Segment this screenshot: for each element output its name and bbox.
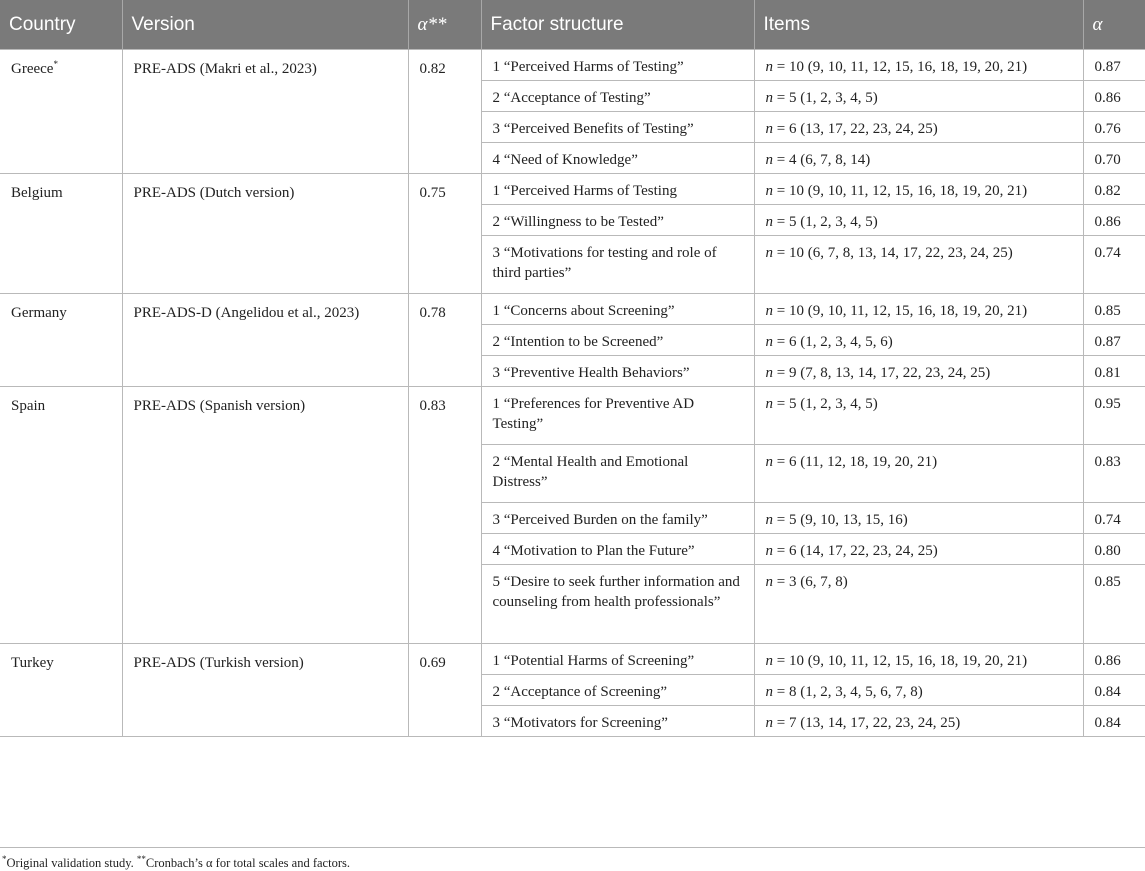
- version-cell: PRE-ADS (Dutch version): [122, 174, 408, 294]
- items-cell: [754, 143, 1083, 174]
- footnote-text-1: Original validation study.: [6, 856, 137, 870]
- items-list: = 5 (1, 2, 3, 4, 5): [773, 214, 878, 230]
- table-row: [0, 387, 1145, 445]
- alpha-total-cell: 0.75: [408, 174, 481, 294]
- items-cell: [754, 644, 1083, 675]
- country-cell: Turkey: [0, 644, 122, 737]
- country-cell: Spain: [0, 387, 122, 644]
- footnote-mark-1: *: [2, 853, 7, 864]
- n-symbol: n: [765, 512, 773, 528]
- n-symbol: n: [765, 90, 773, 106]
- factor-cell: 1 “Potential Harms of Screening”: [481, 644, 754, 675]
- items-list: = 10 (9, 10, 11, 12, 15, 16, 18, 19, 20, 21): [773, 183, 1028, 199]
- country-cell: Germany: [0, 294, 122, 387]
- factor-cell: 2 “Intention to be Screened”: [481, 325, 754, 356]
- alpha-cell: 0.85: [1083, 565, 1145, 644]
- country-cell: [0, 50, 122, 174]
- items-list: = 9 (7, 8, 13, 14, 17, 22, 23, 24, 25): [773, 365, 991, 381]
- version-cell: PRE-ADS-D (Angelidou et al., 2023): [122, 294, 408, 387]
- factor-cell: 2 “Mental Health and Emotional Distress”: [481, 445, 754, 503]
- items-list: = 5 (1, 2, 3, 4, 5): [773, 396, 878, 412]
- items-cell: [754, 81, 1083, 112]
- table-row: [0, 644, 1145, 675]
- header-alpha: [1083, 0, 1145, 50]
- items-list: = 10 (9, 10, 11, 12, 15, 16, 18, 19, 20, 21): [773, 303, 1028, 319]
- n-symbol: n: [765, 715, 773, 731]
- alpha-cell: 0.81: [1083, 356, 1145, 387]
- items-cell: [754, 675, 1083, 706]
- header-alpha-label: α: [1092, 13, 1103, 35]
- n-symbol: n: [765, 684, 773, 700]
- n-symbol: n: [765, 574, 773, 590]
- items-cell: [754, 565, 1083, 644]
- n-symbol: n: [765, 303, 773, 319]
- n-symbol: n: [765, 59, 773, 75]
- alpha-cell: 0.95: [1083, 387, 1145, 445]
- factor-cell: 2 “Willingness to be Tested”: [481, 205, 754, 236]
- alpha-total-cell: 0.78: [408, 294, 481, 387]
- items-cell: [754, 387, 1083, 445]
- alpha-cell: 0.86: [1083, 644, 1145, 675]
- items-cell: [754, 205, 1083, 236]
- country-name: Greece: [11, 61, 54, 77]
- items-list: = 10 (9, 10, 11, 12, 15, 16, 18, 19, 20, 21): [773, 59, 1028, 75]
- alpha-cell: 0.74: [1083, 236, 1145, 294]
- table-row: [0, 294, 1145, 325]
- factor-cell: 1 “Perceived Harms of Testing: [481, 174, 754, 205]
- footnote-mark-2: **: [136, 853, 146, 864]
- n-symbol: n: [765, 543, 773, 559]
- header-version: Version: [122, 0, 408, 50]
- header-alpha-total: [408, 0, 481, 50]
- alpha-cell: 0.76: [1083, 112, 1145, 143]
- items-cell: [754, 174, 1083, 205]
- items-cell: [754, 112, 1083, 143]
- items-list: = 5 (1, 2, 3, 4, 5): [773, 90, 878, 106]
- items-list: = 6 (11, 12, 18, 19, 20, 21): [773, 454, 938, 470]
- n-symbol: n: [765, 365, 773, 381]
- factor-cell: 3 “Motivations for testing and role of third parties”: [481, 236, 754, 294]
- header-row: [0, 0, 1145, 50]
- table-row: [0, 50, 1145, 81]
- factor-cell: 5 “Desire to seek further information and counseling from health professionals”: [481, 565, 754, 644]
- alpha-cell: 0.87: [1083, 50, 1145, 81]
- original-study-mark: *: [53, 59, 58, 69]
- header-alpha-total-label: α**: [417, 13, 447, 35]
- alpha-total-cell: 0.69: [408, 644, 481, 737]
- alpha-total-cell: 0.83: [408, 387, 481, 644]
- n-symbol: n: [765, 245, 773, 261]
- n-symbol: n: [765, 334, 773, 350]
- alpha-cell: 0.86: [1083, 205, 1145, 236]
- alpha-cell: 0.84: [1083, 675, 1145, 706]
- factor-cell: 1 “Perceived Harms of Testing”: [481, 50, 754, 81]
- header-items: Items: [754, 0, 1083, 50]
- alpha-cell: 0.85: [1083, 294, 1145, 325]
- items-list: = 10 (9, 10, 11, 12, 15, 16, 18, 19, 20, 21): [773, 653, 1028, 669]
- factor-cell: 3 “Motivators for Screening”: [481, 706, 754, 737]
- factor-cell: 3 “Preventive Health Behaviors”: [481, 356, 754, 387]
- alpha-cell: 0.86: [1083, 81, 1145, 112]
- n-symbol: n: [765, 653, 773, 669]
- table-row: [0, 174, 1145, 205]
- factor-cell: 2 “Acceptance of Screening”: [481, 675, 754, 706]
- items-list: = 10 (6, 7, 8, 13, 14, 17, 22, 23, 24, 25): [773, 245, 1013, 261]
- items-list: = 6 (14, 17, 22, 23, 24, 25): [773, 543, 938, 559]
- factor-cell: 4 “Motivation to Plan the Future”: [481, 534, 754, 565]
- items-cell: [754, 445, 1083, 503]
- alpha-cell: 0.74: [1083, 503, 1145, 534]
- factor-cell: 1 “Preferences for Preventive AD Testing”: [481, 387, 754, 445]
- factor-cell: 1 “Concerns about Screening”: [481, 294, 754, 325]
- n-symbol: n: [765, 152, 773, 168]
- alpha-cell: 0.84: [1083, 706, 1145, 737]
- factor-cell: 3 “Perceived Burden on the family”: [481, 503, 754, 534]
- items-list: = 5 (9, 10, 13, 15, 16): [773, 512, 908, 528]
- items-cell: [754, 294, 1083, 325]
- n-symbol: n: [765, 214, 773, 230]
- items-cell: [754, 356, 1083, 387]
- version-cell: PRE-ADS (Spanish version): [122, 387, 408, 644]
- n-symbol: n: [765, 183, 773, 199]
- version-cell: PRE-ADS (Makri et al., 2023): [122, 50, 408, 174]
- header-factor-structure: Factor structure: [481, 0, 754, 50]
- items-list: = 6 (13, 17, 22, 23, 24, 25): [773, 121, 938, 137]
- items-cell: [754, 50, 1083, 81]
- n-symbol: n: [765, 396, 773, 412]
- alpha-total-cell: 0.82: [408, 50, 481, 174]
- factor-cell: 2 “Acceptance of Testing”: [481, 81, 754, 112]
- alpha-cell: 0.82: [1083, 174, 1145, 205]
- items-cell: [754, 534, 1083, 565]
- alpha-cell: 0.80: [1083, 534, 1145, 565]
- items-cell: [754, 706, 1083, 737]
- version-cell: PRE-ADS (Turkish version): [122, 644, 408, 737]
- items-list: = 8 (1, 2, 3, 4, 5, 6, 7, 8): [773, 684, 923, 700]
- items-list: = 7 (13, 14, 17, 22, 23, 24, 25): [773, 715, 961, 731]
- factor-cell: 3 “Perceived Benefits of Testing”: [481, 112, 754, 143]
- items-list: = 6 (1, 2, 3, 4, 5, 6): [773, 334, 893, 350]
- alpha-cell: 0.70: [1083, 143, 1145, 174]
- footnote-text-2: Cronbach’s α for total scales and factors.: [145, 856, 350, 870]
- items-list: = 3 (6, 7, 8): [773, 574, 848, 590]
- alpha-cell: 0.83: [1083, 445, 1145, 503]
- n-symbol: n: [765, 454, 773, 470]
- items-list: = 4 (6, 7, 8, 14): [773, 152, 871, 168]
- country-cell: Belgium: [0, 174, 122, 294]
- items-cell: [754, 503, 1083, 534]
- items-cell: [754, 325, 1083, 356]
- n-symbol: n: [765, 121, 773, 137]
- table-footnote: [0, 847, 1145, 871]
- items-cell: [754, 236, 1083, 294]
- factor-cell: 4 “Need of Knowledge”: [481, 143, 754, 174]
- header-country: Country: [0, 0, 122, 50]
- alpha-cell: 0.87: [1083, 325, 1145, 356]
